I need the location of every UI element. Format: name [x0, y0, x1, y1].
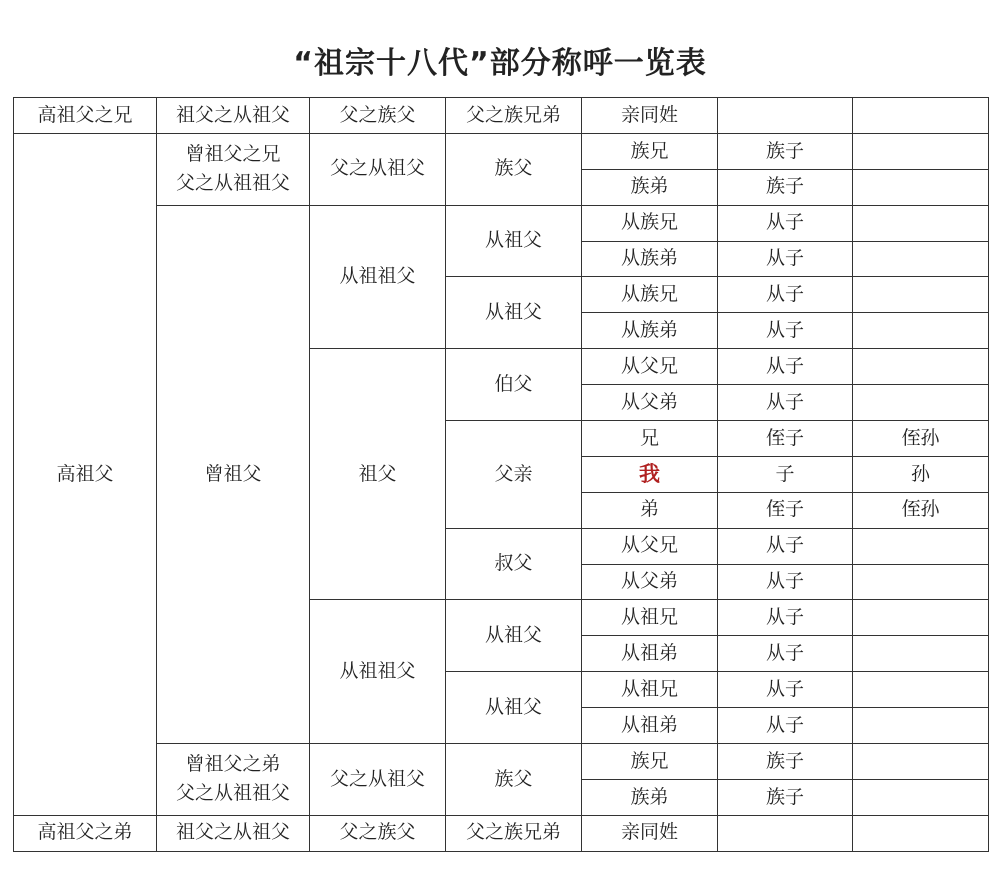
table-cell: [718, 241, 853, 277]
table-cell: [853, 205, 989, 241]
table-cell: [853, 815, 989, 851]
cell-text: 族子: [765, 749, 804, 772]
table-cell: [853, 133, 989, 169]
table-cell: [310, 205, 446, 349]
kinship-table-body: [14, 98, 989, 852]
table-cell: [157, 98, 310, 134]
table-cell: [310, 349, 446, 600]
cell-text: 族子: [765, 785, 804, 808]
cell-text: 族父: [494, 767, 533, 790]
table-cell: [718, 744, 853, 780]
table-cell: [853, 672, 989, 708]
table-cell: [582, 492, 718, 528]
table-cell: [718, 169, 853, 205]
table-row: [14, 133, 989, 169]
table-cell: [718, 492, 853, 528]
cell-text: 祖父之从祖父: [175, 821, 290, 844]
table-cell: [582, 205, 718, 241]
table-cell: [446, 421, 582, 529]
cell-text: 从子: [765, 641, 804, 664]
cell-text: 族子: [765, 175, 804, 198]
cell-text: 曾祖父之兄: [185, 142, 281, 165]
cell-text: 高祖父: [56, 462, 114, 485]
cell-text: 父之从祖父: [329, 157, 425, 180]
table-cell: [853, 528, 989, 564]
cell-text: 从族兄: [620, 211, 678, 234]
cell-text: 族兄: [630, 139, 669, 162]
cell-text: 从祖弟: [620, 641, 678, 664]
table-cell: [582, 744, 718, 780]
table-cell: [718, 708, 853, 744]
cell-text: 从祖兄: [620, 606, 678, 629]
cell-text: 从父弟: [620, 390, 678, 413]
kinship-table: [13, 97, 989, 852]
table-cell: [14, 98, 157, 134]
table-cell: [157, 205, 310, 743]
table-cell: [310, 133, 446, 205]
table-cell: [310, 815, 446, 851]
cell-text: 从子: [765, 570, 804, 593]
cell-text: 亲同姓: [620, 103, 678, 126]
cell-text: 曾祖父: [204, 462, 262, 485]
table-cell: [718, 636, 853, 672]
cell-text: 族弟: [630, 175, 669, 198]
cell-text: 从祖兄: [620, 677, 678, 700]
cell-text: 叔父: [494, 552, 533, 575]
cell-text: 从祖祖父: [339, 265, 416, 288]
table-cell: [853, 708, 989, 744]
cell-text: 从祖父: [484, 695, 542, 718]
cell-text: 从子: [765, 247, 804, 270]
table-cell: [718, 456, 853, 492]
table-cell: [310, 744, 446, 816]
table-cell: [14, 815, 157, 851]
cell-text: 从子: [765, 534, 804, 557]
cell-text: 从子: [765, 211, 804, 234]
table-cell: [718, 205, 853, 241]
table-cell: [446, 744, 582, 816]
table-cell: [582, 564, 718, 600]
table-cell: [718, 133, 853, 169]
table-cell: [718, 564, 853, 600]
table-cell: [718, 815, 853, 851]
cell-text: 侄子: [765, 426, 804, 449]
table-cell: [718, 528, 853, 564]
cell-text: 族弟: [630, 785, 669, 808]
cell-text: 父之族兄弟: [465, 103, 561, 126]
table-cell: [853, 779, 989, 815]
table-cell: [853, 98, 989, 134]
table-cell: [582, 241, 718, 277]
cell-text: 从祖弟: [620, 713, 678, 736]
table-row: [14, 205, 989, 241]
table-cell: [718, 349, 853, 385]
table-cell: [853, 744, 989, 780]
cell-text: 从子: [765, 677, 804, 700]
cell-text: 父之从祖祖父: [175, 782, 290, 805]
table-cell: [446, 672, 582, 744]
cell-text: 从子: [765, 390, 804, 413]
page-title: “祖宗十八代”部分称呼一览表: [293, 46, 707, 81]
table-cell: [718, 277, 853, 313]
table-cell: [582, 636, 718, 672]
cell-text: 从祖祖父: [339, 659, 416, 682]
cell-text: 父之族父: [339, 821, 416, 844]
table-cell: [157, 815, 310, 851]
cell-text: 族父: [494, 157, 533, 180]
cell-text: 子: [775, 462, 795, 485]
cell-text: 父亲: [494, 462, 533, 485]
table-cell: [853, 313, 989, 349]
table-cell: [582, 779, 718, 815]
table-cell: [718, 385, 853, 421]
table-cell: [446, 205, 582, 277]
table-cell: [853, 421, 989, 457]
cell-text: 兄: [639, 426, 659, 449]
table-row: [14, 744, 989, 780]
cell-text: 侄孙: [901, 426, 940, 449]
table-cell: [446, 528, 582, 600]
cell-text: 从族弟: [620, 318, 678, 341]
table-cell: [446, 349, 582, 421]
cell-text: 伯父: [494, 372, 533, 395]
table-row: [14, 98, 989, 134]
cell-text: 从祖父: [484, 624, 542, 647]
table-cell: [853, 169, 989, 205]
table-cell: [446, 98, 582, 134]
cell-text: 侄子: [765, 498, 804, 521]
table-cell: [853, 349, 989, 385]
table-cell: [310, 98, 446, 134]
cell-text: 弟: [639, 498, 659, 521]
table-cell: [582, 313, 718, 349]
table-cell: [718, 779, 853, 815]
cell-text: 从子: [765, 354, 804, 377]
cell-text: 高祖父之兄: [37, 103, 133, 126]
table-cell: [582, 815, 718, 851]
cell-text: 父之族父: [339, 103, 416, 126]
table-cell: [582, 169, 718, 205]
table-cell: [582, 421, 718, 457]
table-cell: [853, 636, 989, 672]
cell-text: 祖父之从祖父: [175, 103, 290, 126]
table-cell: [853, 277, 989, 313]
table-cell: [582, 385, 718, 421]
table-cell: [853, 456, 989, 492]
table-cell: [582, 672, 718, 708]
table-cell: [582, 708, 718, 744]
cell-text: 从父兄: [620, 534, 678, 557]
table-cell: [718, 600, 853, 636]
table-cell: [853, 241, 989, 277]
table-cell: [582, 98, 718, 134]
cell-text: 族兄: [630, 749, 669, 772]
table-cell: [582, 349, 718, 385]
cell-text: 从族弟: [620, 247, 678, 270]
self-cell: [582, 456, 718, 492]
cell-text: 从子: [765, 283, 804, 306]
table-cell: [582, 528, 718, 564]
cell-text: 曾祖父之弟: [185, 752, 281, 775]
table-cell: [157, 744, 310, 816]
cell-text: 亲同姓: [620, 821, 678, 844]
table-cell: [853, 492, 989, 528]
cell-text: 侄孙: [901, 498, 940, 521]
table-cell: [582, 133, 718, 169]
cell-text: 从子: [765, 318, 804, 341]
table-cell: [157, 133, 310, 205]
table-cell: [718, 313, 853, 349]
cell-text: 父之从祖祖父: [175, 172, 290, 195]
cell-text: 从父兄: [620, 354, 678, 377]
table-cell: [853, 385, 989, 421]
table-row: [14, 815, 989, 851]
table-cell: [853, 600, 989, 636]
cell-text: 父之从祖父: [329, 767, 425, 790]
cell-text: 父之族兄弟: [465, 821, 561, 844]
cell-text: 我: [639, 462, 660, 487]
table-cell: [446, 133, 582, 205]
cell-text: 族子: [765, 139, 804, 162]
cell-text: 孙: [910, 462, 930, 485]
cell-text: 从族兄: [620, 283, 678, 306]
cell-text: 高祖父之弟: [37, 821, 133, 844]
table-cell: [853, 564, 989, 600]
cell-text: 从祖父: [484, 229, 542, 252]
table-cell: [446, 815, 582, 851]
table-cell: [718, 98, 853, 134]
cell-text: 从父弟: [620, 570, 678, 593]
table-cell: [582, 600, 718, 636]
table-cell: [582, 277, 718, 313]
table-cell: [718, 672, 853, 708]
table-cell: [310, 600, 446, 744]
cell-text: 从祖父: [484, 301, 542, 324]
table-cell: [446, 600, 582, 672]
table-cell: [14, 133, 157, 815]
table-cell: [446, 277, 582, 349]
cell-text: 从子: [765, 606, 804, 629]
cell-text: 从子: [765, 713, 804, 736]
cell-text: 祖父: [358, 462, 397, 485]
table-cell: [718, 421, 853, 457]
